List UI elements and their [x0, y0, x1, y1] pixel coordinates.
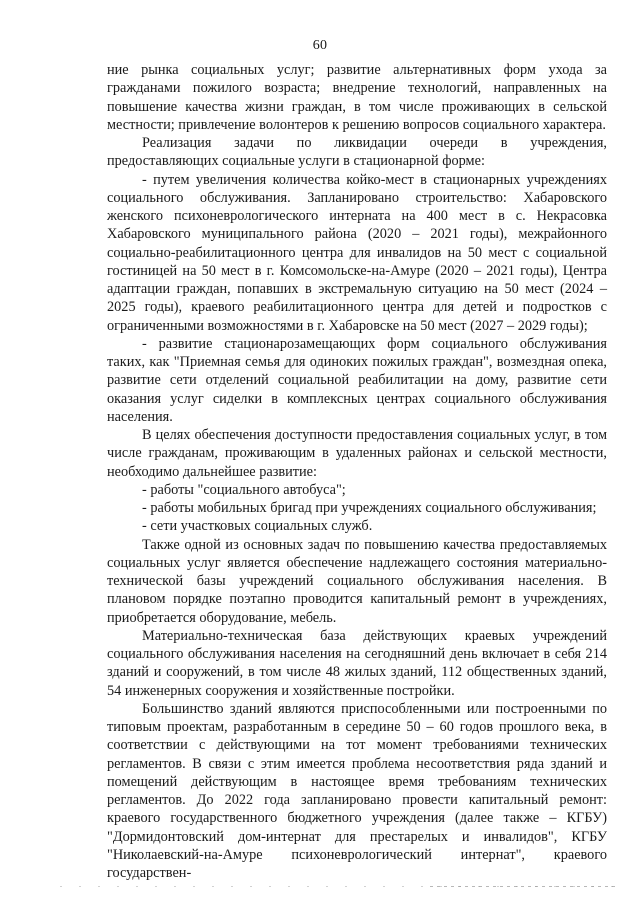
scan-artifact-line-right	[430, 886, 615, 887]
paragraph-queue-task: Реализация задачи по ликвидации очереди в учреждения, предоставляющих социальные услуги в стационарной форме:	[107, 135, 607, 170]
document-body	[107, 61, 607, 882]
paragraph-material-base: Также одной из основных задач по повышению качества предоставляемых социальных услуг является обеспечение надлежащего состояния материально-технической базы учреждений социального обслуживания населения. В плановом порядке поэтапно проводится капитальный ремонт в учреждениях, приобретается оборудование, мебель.	[107, 536, 607, 626]
paragraph-building-counts: Материально-техническая база действующих краевых учреждений социального обслуживания населения на сегодняшний день включает в себя 214 зданий и сооружений, в том числе 48 жилых зданий, 112 общественных зданий, 54 инженерных сооружения и хозяйственные постройки.	[107, 627, 607, 699]
paragraph-alternative-care: - развитие стационарозамещающих форм социального обслуживания таких, как "Приемная семья для одиноких пожилых граждан", возмездная опека, развитие сети отделений социальной реабилитации на дому, развитие сети оказания услуг сиделки в комплексных центрах социального обслуживания населения.	[107, 335, 607, 425]
paragraph-bed-places: - путем увеличения количества койко-мест в стационарных учреждениях социального обслуживания. Запланировано строительство: Хабаровского женского психоневрологического интерната на 400 мест в с. Некрасовка Хабаровского муниципального района (2020 – 2021 годы), межрайонного социально-реабилитационного центра для инвалидов на 50 мест с социальной гостиницей на 50 мест в г. Комсомольске-на-Амуре (2020 – 2021 годы), Центра адаптации граждан, попавших в экстремальную ситуацию на 50 мест (2024 – 2025 годы), краевого реабилитационного центра для детей и подростков с ограниченными возможностями в г. Хабаровске на 50 мест (2027 – 2029 годы);	[107, 171, 607, 334]
page-number: 60	[312, 38, 328, 53]
list-item-mobile-teams: - работы мобильных бригад при учреждениях социального обслуживания;	[142, 500, 597, 516]
paragraph-accessibility: В целях обеспечения доступности предоставления социальных услуг, в том числе гражданам, проживающим в удаленных районах и сельской местности, необходимо дальнейшее развитие:	[107, 427, 607, 480]
paragraph-capital-repair: Большинство зданий являются приспособленными или построенными по типовым проектам, разработанным в середине 50 – 60 годов прошлого века, в соответствии с действующими на тот момент требованиями технических регламентов. В связи с этим имеется проблема несоответствия ряда зданий и помещений действующим в настоящее время требованиям технических регламентов. До 2022 года запланировано провести капитальный ремонт: краевого государственного бюджетного учреждения (далее также – КГБУ) "Дормидонтовский дом-интернат для престарелых и инвалидов", КГБУ "Николаевский-на-Амуре психоневрологический интернат", краевого государствен-	[107, 700, 607, 881]
paragraph-continuation: ние рынка социальных услуг; развитие альтернативных форм ухода за гражданами пожилого возраста; внедрение технологий, направленных на повышение качества жизни граждан, в том числе проживающих в сельской местности; привлечение волонтеров к решению вопросов социального характера.	[107, 62, 607, 133]
list-item-social-bus: - работы "социального автобуса";	[142, 481, 346, 498]
list-item-district-services: - сети участковых социальных служб.	[142, 518, 373, 535]
